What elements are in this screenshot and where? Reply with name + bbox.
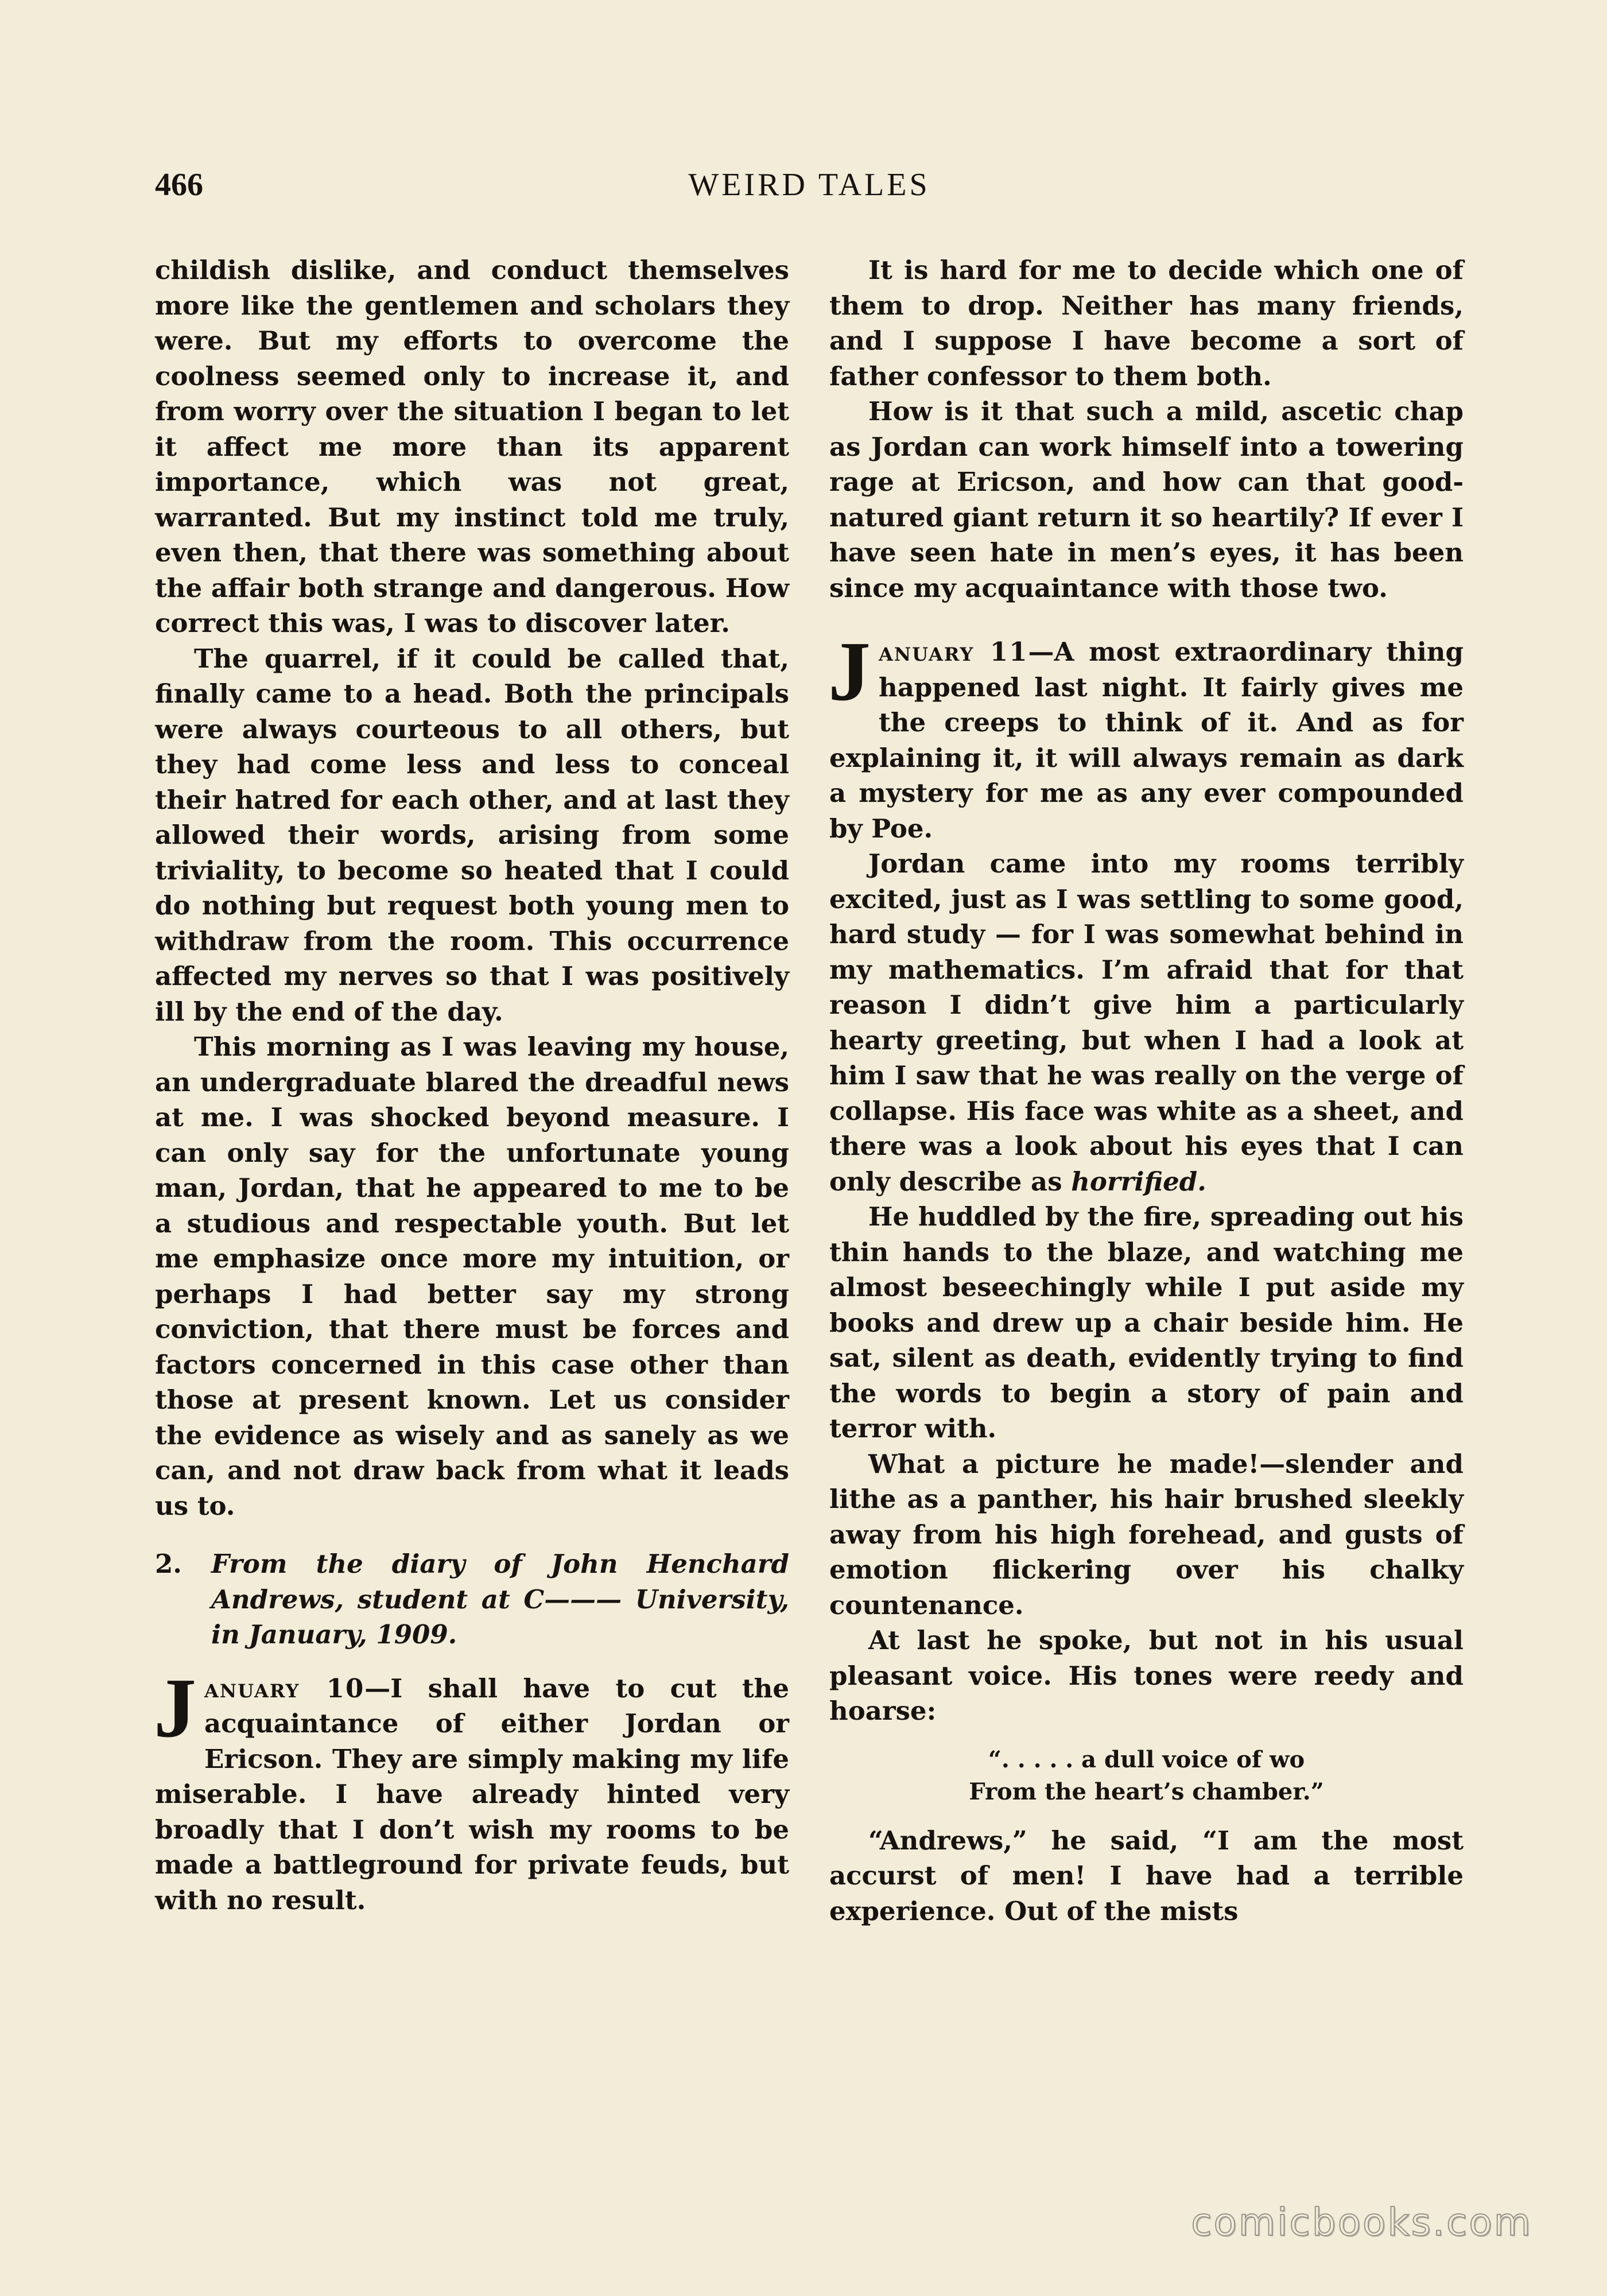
section-title: From the diary of John Henchard Andrews, student at C——— University, in January, 1909. [211,1549,789,1650]
page-number: 466 [155,167,203,203]
entry-date: anuary 10 [204,1673,365,1704]
paragraph: What a picture he made!—slender and lithe as a panther, his hair brushed sleekly away from his high forehead, and gusts of emotion flickering over his chalky countenance. [829,1448,1464,1620]
paragraph: At last he spoke, but not in his usual pleasant voice. His tones were reedy and hoarse: [829,1625,1464,1726]
emphasis-text: horrified. [1071,1166,1206,1197]
entry-date: anuary 11 [879,637,1028,667]
paragraph: “Andrews,” he said, “I am the most accurst of men! I have had a terrible experience. Out of the mists [829,1825,1464,1926]
drop-cap: J [154,1661,196,1755]
entry-text: —I shall have to cut the acquaintance of either Jordan or Ericson. They are simply making my life miserable. I have already hinted very broadly that I don’t wish my rooms to be made a battleground for private feuds, but with no result. [155,1673,789,1915]
verse-line: From the heart’s chamber.” [969,1778,1324,1805]
left-column [155,253,789,1918]
entry-text: —A most extraordinary thing happened last night. It fairly gives me the creeps to think of it. And as for explaining it, it will always remain as dark a mystery for me as any ever compounded by Poe. [829,637,1464,844]
paragraph: He huddled by the fire, spreading out his thin hands to the blaze, and watching me almost beseechingly while I put aside my books and drew up a chair beside him. He sat, silent as death, evidently trying to find the words to begin a story of pain and terror with. [829,1201,1464,1444]
paragraph-text: Jordan came into my rooms terribly excited, just as I was settling to some good, hard study — for I was somewhat behind in my mathematics. I’m afraid that for that reason I didn’t give him a particularly hearty greeting, but when I had a look at him I saw that he was really on the verge of collapse. His face was white as a sheet, and there was a look about his eyes that I can only describe as [829,848,1464,1197]
paragraph: It is hard for me to decide which one of them to drop. Neither has many friends, and I suppose I have become a sort of father confessor to them both. [829,255,1464,391]
paragraph: The quarrel, if it could be called that, finally came to a head. Both the principals were always courteous to all others, but they had come less and less to conceal their hatred for each other, and at last they allowed their words, arising from some triviality, to become so heated that I could do nothing but request both young men to withdraw from the room. This occurrence affected my nerves so that I was positively ill by the end of the day. [155,643,789,1027]
running-head: WEIRD TALES [688,167,930,203]
paragraph: How is it that such a mild, ascetic chap as Jordan can work himself into a towering rage at Ericson, and how can that good-natured giant return it so heartily? If ever I have seen hate in men’s eyes, it has been since my acquaintance with those two. [829,396,1464,603]
right-column [829,253,1464,1929]
paragraph: childish dislike, and conduct themselves more like the gentlemen and scholars they were. But my efforts to overcome the coolness seemed only to increase it, and from worry over the situation I began to let it affect me more than its apparent importance, which was not great, warranted. But my instinct told me truly, even then, that there was something about the affair both strange and dangerous. How correct this was, I was to discover later. [155,255,789,638]
section-number: 2. [155,1549,182,1579]
diary-entry [828,625,1464,846]
drop-cap: J [828,625,871,719]
verse-quote [829,1744,1464,1808]
verse-line: “. . . . . a dull voice of wo [988,1746,1305,1773]
section-heading [155,1546,789,1653]
watermark: comicbooks.com [1191,2200,1532,2244]
paragraph [829,846,1464,1199]
page-header [155,166,1464,218]
diary-entry [154,1661,789,1918]
paragraph: This morning as I was leaving my house, an undergraduate blared the dreadful news at me. I was shocked beyond measure. I can only say for the unfortunate young man, Jordan, that he appeared to me to be a studious and respectable youth. But let me emphasize once more my intuition, or perhaps I had better say my strong conviction, that there must be forces and factors concerned in this case other than those at present known. Let us consider the evidence as wisely and as sanely as we can, and not draw back from what it leads us to. [155,1031,789,1521]
